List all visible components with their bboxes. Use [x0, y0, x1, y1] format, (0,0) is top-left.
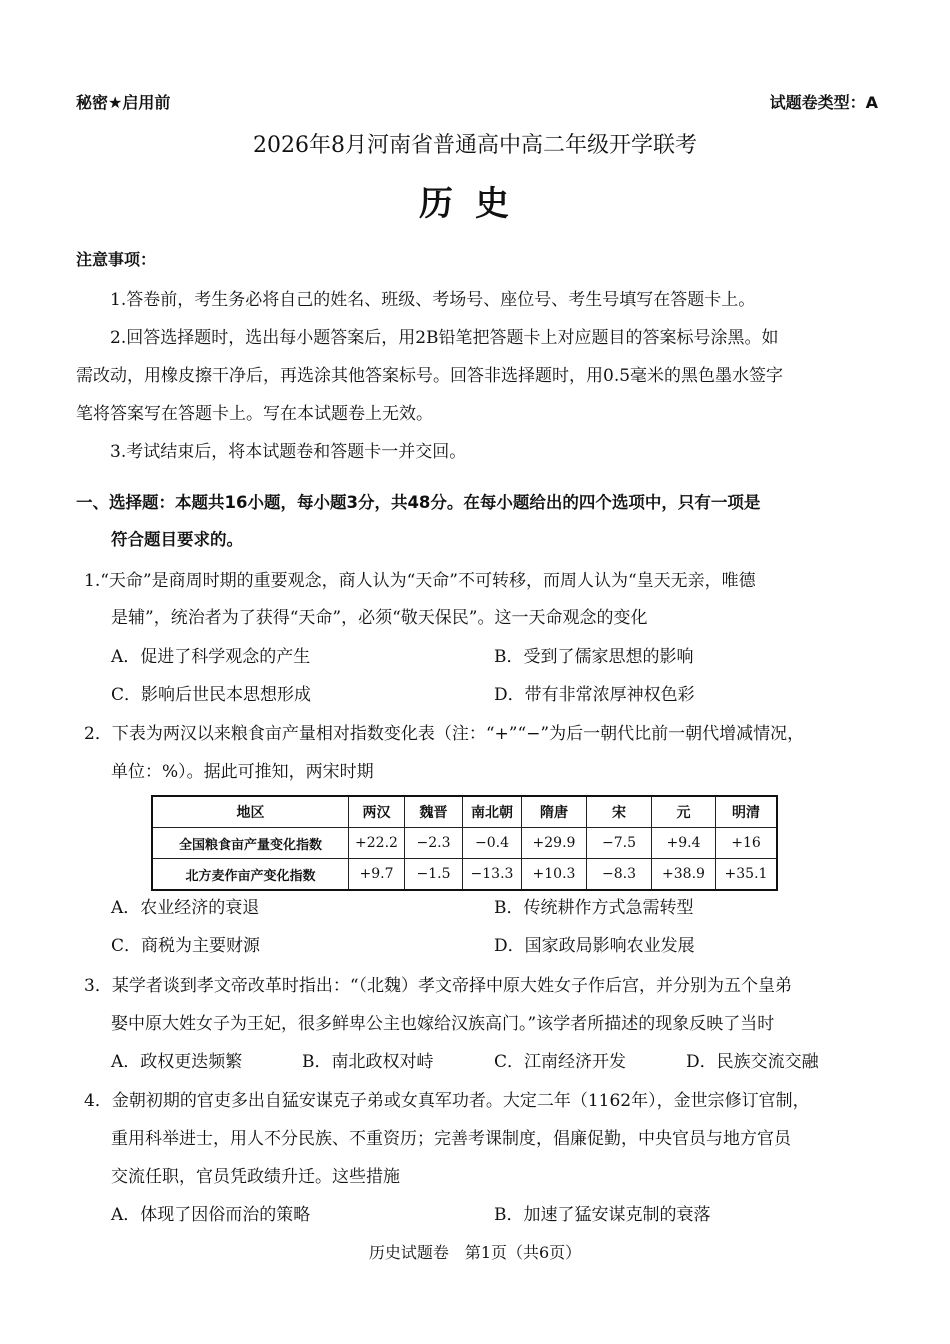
q1-option-a: A．促进了科学观念的产生: [111, 647, 311, 667]
notice-item-2: 2.回答选择题时，选出每小题答案后，用2B铅笔把答题卡上对应题目的答案标号涂黑。如: [110, 328, 779, 348]
table-cell: −1.5: [405, 859, 463, 891]
notice-item-1: 1.答卷前，考生务必将自己的姓名、班级、考场号、座位号、考生号填写在答题卡上。: [110, 290, 756, 310]
q3-option-a: A．政权更迭频繁: [111, 1052, 243, 1072]
table-header-cell: 元: [652, 796, 716, 828]
q2-option-a: A．农业经济的衰退: [111, 898, 260, 918]
table-cell: +22.2: [349, 828, 405, 859]
table-header-row: [152, 796, 777, 828]
table-cell: +16: [716, 828, 778, 859]
table-cell: −8.3: [587, 859, 652, 891]
question-1-cont: 是辅”，统治者为了获得“天命”，必须“敬天保民”。这一天命观念的变化: [111, 608, 648, 628]
q2-option-d: D．国家政局影响农业发展: [494, 936, 695, 956]
question-3-cont: 娶中原大姓女子为王妃，很多鲜卑公主也嫁给汉族高门。”该学者所描述的现象反映了当时: [111, 1014, 775, 1034]
q3-option-b: B．南北政权对峙: [302, 1052, 434, 1072]
table-cell: +9.7: [349, 859, 405, 891]
subject-title: 历史: [419, 184, 531, 224]
question-4-cont2: 交流任职，官员凭政绩升迁。这些措施: [111, 1167, 400, 1187]
table-cell: −7.5: [587, 828, 652, 859]
table-header-cell: 魏晋: [405, 796, 463, 828]
q2-option-b: B．传统耕作方式急需转型: [494, 898, 694, 918]
question-3: 3．某学者谈到孝文帝改革时指出：“（北魏）孝文帝择中原大姓女子作后宫，并分别为五个皇弟: [84, 976, 793, 996]
yield-index-table: [151, 795, 778, 891]
table-cell: +29.9: [522, 828, 587, 859]
table-cell: +35.1: [716, 859, 778, 891]
table-cell: −2.3: [405, 828, 463, 859]
notice-heading: 注意事项：: [76, 250, 157, 269]
paper-type-label: 试题卷类型：A: [769, 93, 878, 112]
exam-title: 2026年8月河南省普通高中高二年级开学联考: [253, 133, 697, 158]
q3-option-c: C．江南经济开发: [494, 1052, 627, 1072]
table-header-cell: 地区: [152, 796, 349, 828]
q3-option-d: D．民族交流交融: [686, 1052, 819, 1072]
section-heading: 一、选择题：本题共16小题，每小题3分，共48分。在每小题给出的四个选项中，只有一项是: [76, 493, 761, 512]
question-1: 1.“天命”是商周时期的重要观念，商人认为“天命”不可转移，而周人认为“皇天无亲，唯德: [84, 571, 756, 591]
table-header-cell: 宋: [587, 796, 652, 828]
question-4-cont: 重用科举进士，用人不分民族、不重资历；完善考课制度，倡廉促勤，中央官员与地方官员: [111, 1129, 791, 1149]
table-row: [152, 859, 777, 891]
question-2: 2．下表为两汉以来粮食亩产量相对指数变化表（注：“+”“−”为后一朝代比前一朝代增减情况，: [84, 724, 805, 744]
q1-option-b: B．受到了儒家思想的影响: [494, 647, 694, 667]
table-cell: −13.3: [463, 859, 522, 891]
q4-option-a: A．体现了因俗而治的策略: [111, 1205, 311, 1225]
q4-option-b: B．加速了猛安谋克制的衰落: [494, 1205, 711, 1225]
q1-option-d: D．带有非常浓厚神权色彩: [494, 685, 695, 705]
notice-item-2-cont: 需改动，用橡皮擦干净后，再选涂其他答案标号。回答非选择题时，用0.5毫米的黑色墨水签字: [76, 366, 784, 386]
section-heading-cont: 符合题目要求的。: [111, 530, 243, 549]
table-header-cell: 两汉: [349, 796, 405, 828]
notice-item-3: 3.考试结束后，将本试题卷和答题卡一并交回。: [110, 442, 467, 462]
q2-option-c: C．商税为主要财源: [111, 936, 261, 956]
table-row-label: 全国粮食亩产量变化指数: [152, 828, 349, 859]
secret-label: 秘密★启用前: [76, 93, 171, 112]
page-footer: 历史试题卷 第1页（共6页）: [368, 1243, 582, 1262]
notice-item-2-cont2: 笔将答案写在答题卡上。写在本试题卷上无效。: [76, 404, 433, 424]
question-2-cont: 单位：%）。据此可推知，两宋时期: [111, 762, 374, 782]
table-header-cell: 南北朝: [463, 796, 522, 828]
q1-option-c: C．影响后世民本思想形成: [111, 685, 312, 705]
question-4: 4．金朝初期的官吏多出自猛安谋克子弟或女真军功者。大定二年（1162年），金世宗修订官制，: [84, 1091, 810, 1111]
table-header-cell: 明清: [716, 796, 778, 828]
table-row-label: 北方麦作亩产变化指数: [152, 859, 349, 891]
table-cell: +38.9: [652, 859, 716, 891]
table-cell: +9.4: [652, 828, 716, 859]
table-row: [152, 828, 777, 859]
table-cell: −0.4: [463, 828, 522, 859]
table-cell: +10.3: [522, 859, 587, 891]
table-header-cell: 隋唐: [522, 796, 587, 828]
